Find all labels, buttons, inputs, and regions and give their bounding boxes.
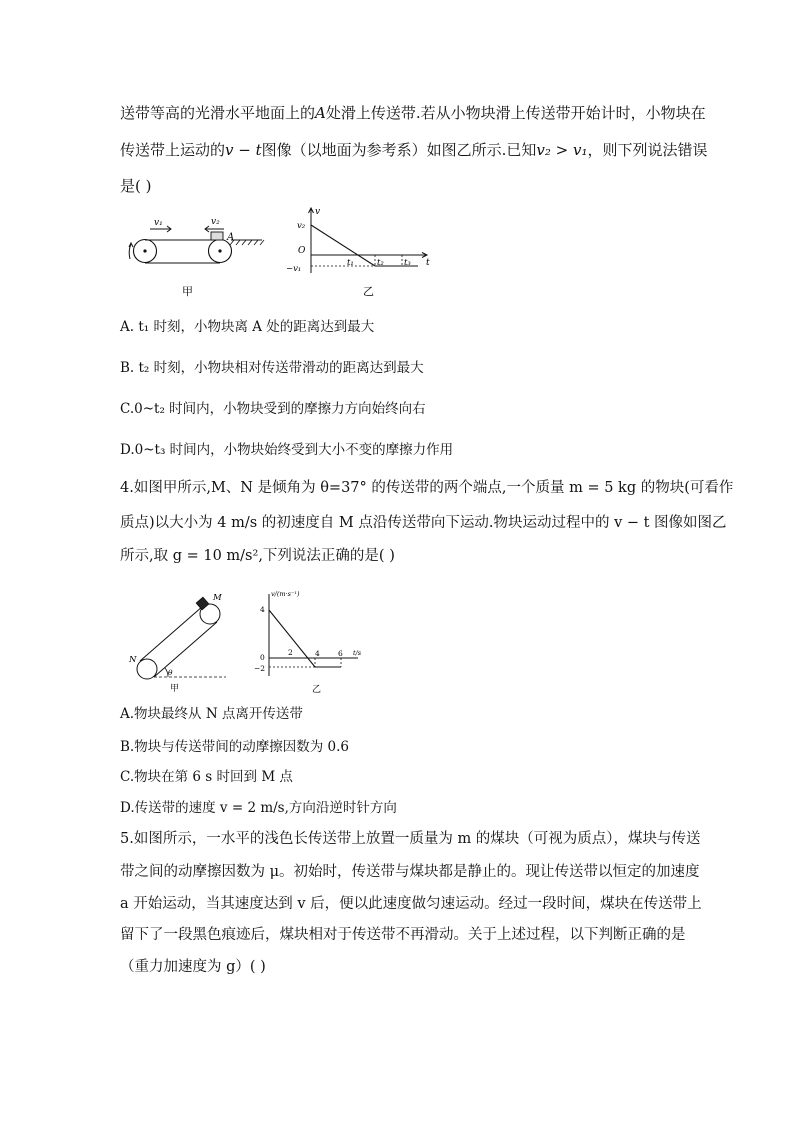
- q3-line-2-c: ，则下列说法错误: [587, 141, 708, 159]
- q5-line-2: 带之间的动摩擦因数为 μ。初始时，传送带与煤块都是静止的。现让传送带以恒定的加速度: [120, 864, 700, 880]
- q4-line-1: 4.如图甲所示,M、N 是倾角为 θ=37° 的传送带的两个端点,一个质量 m = 5 kg 的物块(可看作: [120, 480, 734, 496]
- label-t-unit: t/s: [353, 649, 362, 657]
- label-v1: v₁: [154, 218, 163, 228]
- caption-yi: 乙: [312, 685, 322, 695]
- q3-figure-jia: [120, 213, 270, 299]
- q5-line-3: a 开始运动，当其速度达到 v 后，便以此速度做匀速运动。经过一段时间，煤块在传送带上: [120, 896, 702, 912]
- vt-line-decel: [311, 225, 375, 266]
- q5-line-4: 留下了一段黑色痕迹后，煤块相对于传送带不再滑动。关于上述过程，以下判断正确的是: [120, 927, 686, 943]
- q3-option-b: B. t₂ 时刻，小物块相对传送带滑动的距离达到最大: [120, 360, 424, 376]
- q3-option-d: D.0~t₃ 时间内，小物块始终受到大小不变的摩擦力作用: [120, 442, 454, 458]
- q4-line-2: 质点)以大小为 4 m/s 的初速度自 M 点沿传送带向下运动.物块运动过程中的 v − t 图像如图乙: [120, 515, 727, 531]
- q3-line-1-a: 送带等高的光滑水平地面上的: [120, 104, 316, 122]
- tick-x2: 2: [288, 648, 293, 657]
- caption-jia: 甲: [170, 684, 180, 694]
- tick-x4: 4: [315, 649, 320, 658]
- q3-line-2: [120, 140, 708, 160]
- q4-option-a: A.物块最终从 N 点离开传送带: [120, 706, 303, 722]
- belt-upper: [140, 606, 203, 661]
- label-t: t: [426, 258, 430, 268]
- q4-figure-yi: [250, 588, 370, 696]
- tick-neg2: −2: [254, 664, 266, 673]
- label-a: A: [227, 232, 235, 243]
- label-v2-axis: v₂: [297, 221, 306, 231]
- ground-hatch: [230, 240, 264, 245]
- label-t2: t₂: [377, 258, 384, 268]
- q5-line-1: 5.如图所示，一水平的浅色长传送带上放置一质量为 m 的煤块（可视为质点），煤块与传送: [120, 831, 701, 847]
- q4-line-3: 所示,取 g = 10 m/s²,下列说法正确的是( ): [120, 548, 395, 564]
- tick-x6: 6: [338, 649, 343, 658]
- q3-figure-yi: [283, 203, 438, 299]
- q4-option-b: B.物块与传送带间的动摩擦因数为 0.6: [120, 739, 349, 755]
- q3-point-a: A: [315, 104, 326, 122]
- q3-line-2-a: 传送带上运动的: [120, 141, 226, 159]
- q3-line-3: 是( ): [120, 177, 152, 195]
- label-n: N: [129, 655, 137, 665]
- q3-vt-symbol: v − t: [225, 141, 262, 159]
- bottom-roller: [137, 659, 157, 679]
- label-theta: θ: [168, 668, 173, 677]
- caption-yi: 乙: [363, 285, 374, 298]
- label-v2: v₂: [211, 217, 220, 227]
- label-m: M: [213, 593, 222, 603]
- left-axle: [143, 249, 146, 252]
- q4-option-d: D.传送带的速度 v = 2 m/s,方向沿逆时针方向: [120, 800, 397, 816]
- label-t3: t₃: [404, 258, 411, 268]
- label-origin: O: [298, 246, 306, 256]
- right-axle: [218, 249, 221, 252]
- q3-option-a: A. t₁ 时刻，小物块离 A 处的距离达到最大: [120, 319, 375, 335]
- tick-0: 0: [260, 653, 265, 662]
- q3-line-2-b: 图像（以地面为参考系）如图乙所示.已知: [261, 141, 537, 159]
- belt-lower: [154, 622, 217, 677]
- q3-condition: v₂ > v₁: [536, 141, 588, 159]
- label-v-unit: v/(m·s⁻¹): [271, 590, 300, 598]
- label-neg-v1: −v₁: [286, 264, 302, 274]
- q4-option-c: C.物块在第 6 s 时回到 M 点: [120, 769, 293, 785]
- caption-jia: 甲: [182, 285, 193, 298]
- block: [196, 597, 209, 610]
- q4-figure-jia: [126, 590, 236, 696]
- label-v: v: [315, 207, 321, 217]
- block: [211, 232, 223, 240]
- q3-option-c: C.0~t₂ 时间内，小物块受到的摩擦力方向始终向右: [120, 401, 426, 417]
- tick-4: 4: [260, 605, 265, 614]
- q3-line-1: [120, 103, 706, 123]
- q3-line-1-b: 处滑上传送带.若从小物块滑上传送带开始计时，小物块在: [325, 104, 706, 122]
- q5-line-5: （重力加速度为 g）( ): [120, 959, 266, 975]
- label-t1: t₁: [347, 258, 354, 268]
